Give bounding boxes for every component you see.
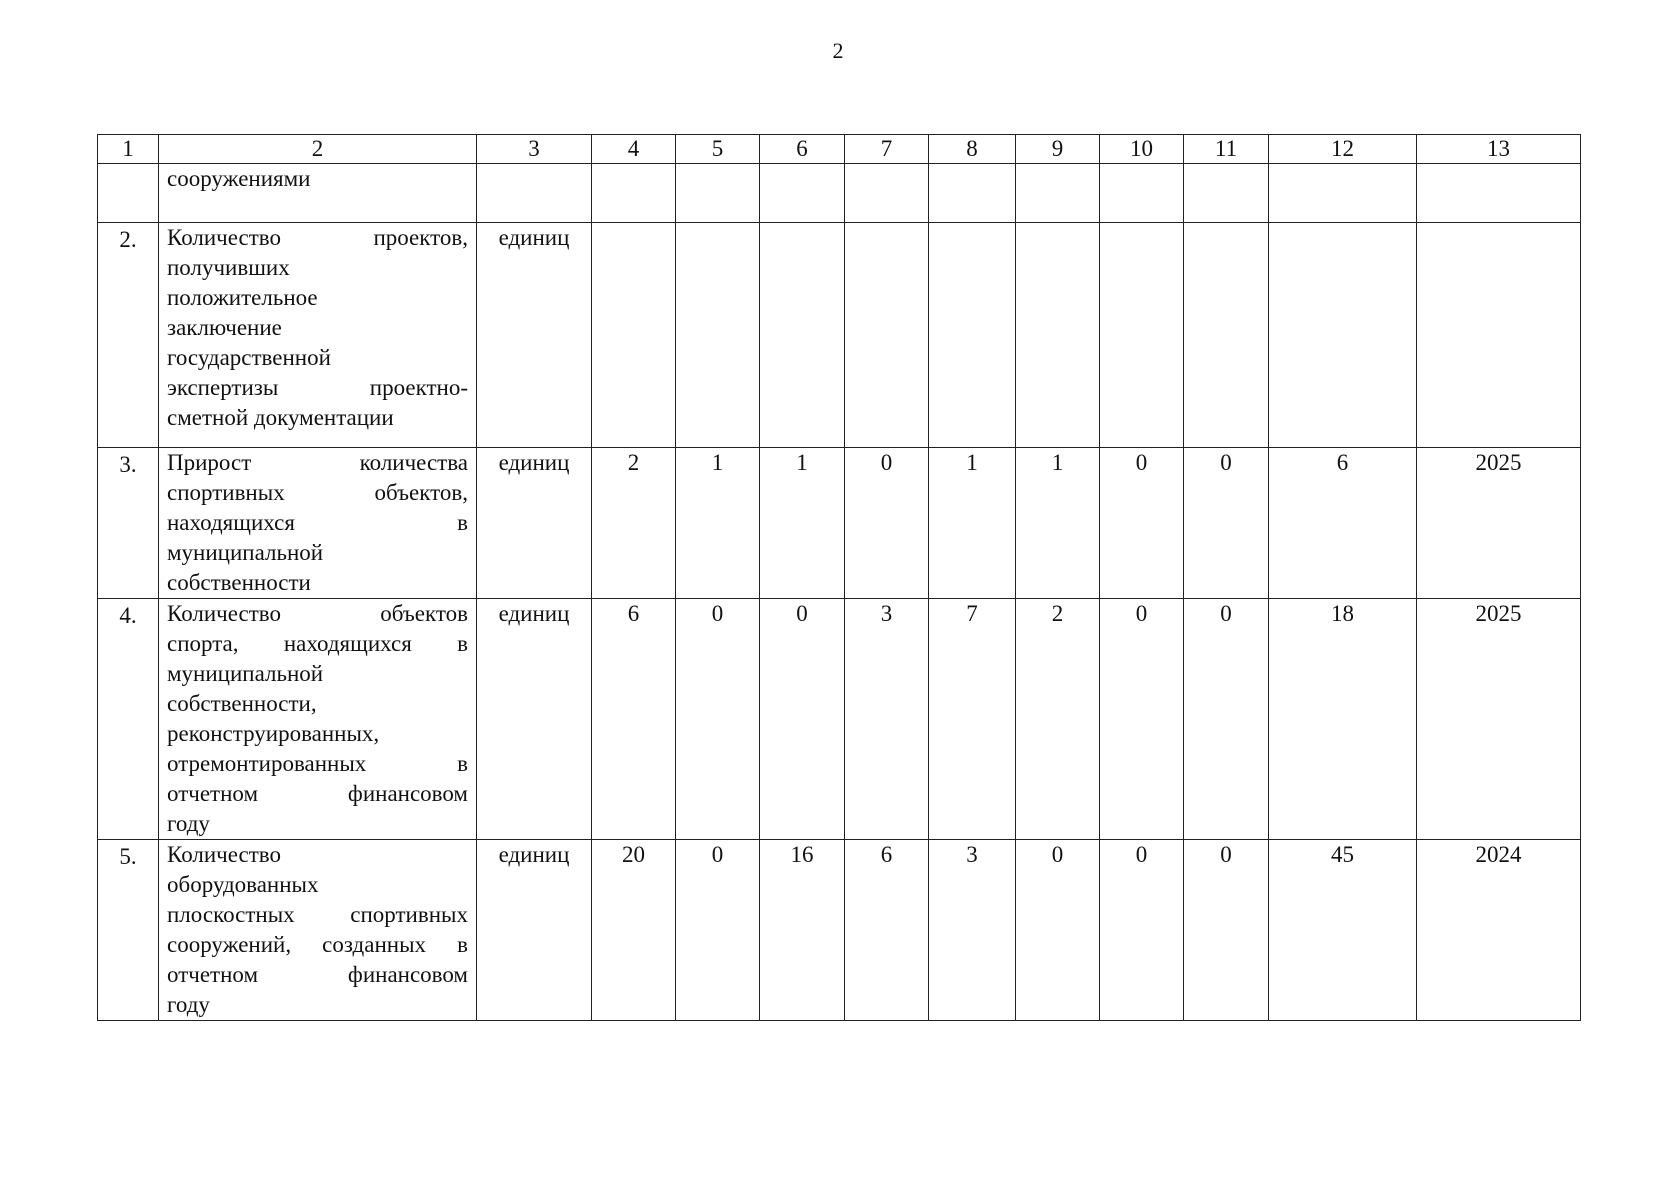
indicator-name-cell — [159, 599, 477, 840]
value-cell: 7 — [929, 599, 1016, 840]
value-cell — [760, 164, 845, 223]
column-header: 3 — [477, 135, 592, 164]
value-cell: 20 — [592, 840, 676, 1021]
value-cell: 0 — [676, 599, 760, 840]
value-cell: 0 — [1184, 599, 1269, 840]
indicator-name-line: сооружениями — [167, 166, 311, 191]
value-cell — [929, 164, 1016, 223]
row-number-cell: 3. — [98, 448, 159, 599]
page-number: 2 — [832, 38, 844, 63]
value-cell — [676, 223, 760, 448]
indicator-name-line: получивших — [167, 255, 290, 280]
indicator-name-line: Количество — [167, 842, 281, 867]
indicator-name-line: спортивных объектов, — [167, 480, 468, 505]
column-header: 4 — [592, 135, 676, 164]
value-cell: 45 — [1269, 840, 1417, 1021]
unit-cell: единиц — [477, 448, 592, 599]
value-cell — [1100, 164, 1184, 223]
value-cell: 16 — [760, 840, 845, 1021]
value-cell — [592, 223, 676, 448]
column-header: 2 — [159, 135, 477, 164]
value-cell: 2025 — [1417, 599, 1581, 840]
value-cell — [592, 164, 676, 223]
indicator-name-cell — [159, 448, 477, 599]
indicator-name-line: году — [167, 992, 210, 1017]
value-cell: 2025 — [1417, 448, 1581, 599]
table-row — [98, 223, 1581, 448]
column-header: 8 — [929, 135, 1016, 164]
indicator-name-line: отремонтированных в — [167, 751, 468, 776]
indicator-name-line: находящихся в — [167, 510, 468, 535]
value-cell: 0 — [676, 840, 760, 1021]
indicator-name-line: Прирост количества — [167, 450, 468, 475]
indicator-name-line: сооружений, созданных в — [167, 932, 468, 957]
column-header: 10 — [1100, 135, 1184, 164]
value-cell: 6 — [1269, 448, 1417, 599]
unit-cell: единиц — [477, 223, 592, 448]
indicator-name-line: году — [167, 811, 210, 836]
indicator-name-line: плоскостных спортивных — [167, 902, 468, 927]
value-cell: 2024 — [1417, 840, 1581, 1021]
value-cell: 0 — [1184, 840, 1269, 1021]
table-row — [98, 599, 1581, 840]
value-cell: 0 — [760, 599, 845, 840]
row-number-cell — [98, 164, 159, 223]
column-header: 12 — [1269, 135, 1417, 164]
indicator-name-line: Количество объектов — [167, 601, 468, 626]
value-cell: 1 — [929, 448, 1016, 599]
value-cell — [1016, 164, 1100, 223]
column-header: 13 — [1417, 135, 1581, 164]
indicator-name-line: муниципальной — [167, 540, 324, 565]
row-number-cell: 4. — [98, 599, 159, 840]
table-row — [98, 164, 1581, 223]
value-cell: 2 — [1016, 599, 1100, 840]
indicator-name-line: государственной — [167, 345, 331, 370]
value-cell: 6 — [845, 840, 929, 1021]
value-cell: 0 — [1016, 840, 1100, 1021]
value-cell: 1 — [676, 448, 760, 599]
table-header-row — [98, 135, 1581, 164]
value-cell — [1100, 223, 1184, 448]
indicator-name-line: оборудованных — [167, 872, 319, 897]
value-cell: 18 — [1269, 599, 1417, 840]
indicator-name-line: собственности, — [167, 691, 317, 716]
indicator-name-line: заключение — [167, 315, 282, 340]
table-row — [98, 448, 1581, 599]
indicator-name-line: сметной документации — [167, 405, 394, 430]
indicator-name-line: отчетном финансовом — [167, 781, 468, 806]
column-header: 9 — [1016, 135, 1100, 164]
indicator-name-line: экспертизы проектно- — [167, 375, 468, 400]
value-cell — [1184, 164, 1269, 223]
indicator-name-line: отчетном финансовом — [167, 962, 468, 987]
value-cell — [1417, 223, 1581, 448]
indicator-name-line: муниципальной — [167, 661, 324, 686]
column-header: 11 — [1184, 135, 1269, 164]
indicator-name-cell — [159, 164, 477, 223]
indicator-name-line: положительное — [167, 285, 318, 310]
value-cell — [845, 223, 929, 448]
indicators-table — [97, 134, 1581, 1021]
value-cell — [1016, 223, 1100, 448]
column-header: 7 — [845, 135, 929, 164]
value-cell: 0 — [845, 448, 929, 599]
value-cell: 1 — [1016, 448, 1100, 599]
value-cell — [1269, 223, 1417, 448]
value-cell: 0 — [1100, 599, 1184, 840]
value-cell: 0 — [1100, 840, 1184, 1021]
indicator-name-line: Количество проектов, — [167, 225, 468, 250]
indicator-name-cell — [159, 840, 477, 1021]
value-cell — [1417, 164, 1581, 223]
value-cell — [845, 164, 929, 223]
row-number-cell: 5. — [98, 840, 159, 1021]
value-cell: 3 — [929, 840, 1016, 1021]
indicator-name-cell — [159, 223, 477, 448]
value-cell: 3 — [845, 599, 929, 840]
value-cell: 1 — [760, 448, 845, 599]
value-cell — [929, 223, 1016, 448]
unit-cell: единиц — [477, 840, 592, 1021]
value-cell — [676, 164, 760, 223]
value-cell — [1184, 223, 1269, 448]
value-cell — [760, 223, 845, 448]
value-cell: 0 — [1184, 448, 1269, 599]
value-cell: 2 — [592, 448, 676, 599]
row-number-cell: 2. — [98, 223, 159, 448]
value-cell — [1269, 164, 1417, 223]
column-header: 6 — [760, 135, 845, 164]
unit-cell: единиц — [477, 599, 592, 840]
unit-cell — [477, 164, 592, 223]
indicator-name-line: собственности — [167, 570, 311, 595]
table-row — [98, 840, 1581, 1021]
column-header: 5 — [676, 135, 760, 164]
value-cell: 6 — [592, 599, 676, 840]
column-header: 1 — [98, 135, 159, 164]
indicator-name-line: реконструированных, — [167, 721, 380, 746]
indicator-name-line: спорта, находящихся в — [167, 631, 468, 656]
value-cell: 0 — [1100, 448, 1184, 599]
